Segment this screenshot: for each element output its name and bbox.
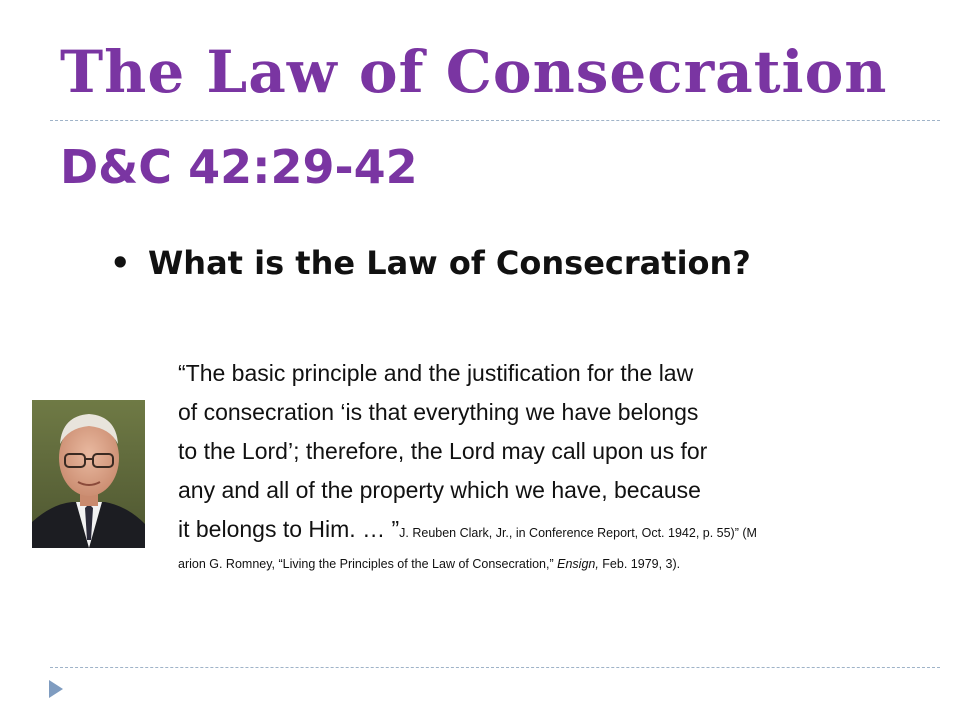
quote-line: of consecration ‘is that everything we have belongs [178,399,699,425]
bullet-text: What is the Law of Consecration? [148,244,751,282]
portrait-svg [32,400,145,548]
quote-line-last [178,510,898,553]
top-divider [50,120,940,121]
quote-line: any and all of the property which we have, because [178,477,701,503]
citation-inline: J. Reuben Clark, Jr., in Conference Report, Oct. 1942, p. 55)” (M [399,526,757,540]
citation-journal: Ensign, [557,557,599,571]
quote-line: it belongs to Him. … ” [178,516,400,542]
citation-line [178,553,898,575]
bullet-item [110,244,751,282]
triangle-right-icon [46,678,66,700]
quote-line: to the Lord’; therefore, the Lord may call upon us for [178,438,708,464]
slide-title: The Law of Consecration [60,38,888,106]
citation-text: arion G. Romney, “Living the Principles of the Law of Consecration,” [178,557,558,571]
slide-subtitle: D&C 42:29-42 [60,140,418,194]
citation-text-end: Feb. 1979, 3). [598,557,681,571]
portrait-image [32,400,145,548]
quote-line: “The basic principle and the justification for the law [178,360,694,386]
bullet-marker: • [110,244,131,282]
bottom-divider [50,667,940,668]
triangle-right-icon-svg [46,678,66,700]
quote-block [178,354,898,575]
